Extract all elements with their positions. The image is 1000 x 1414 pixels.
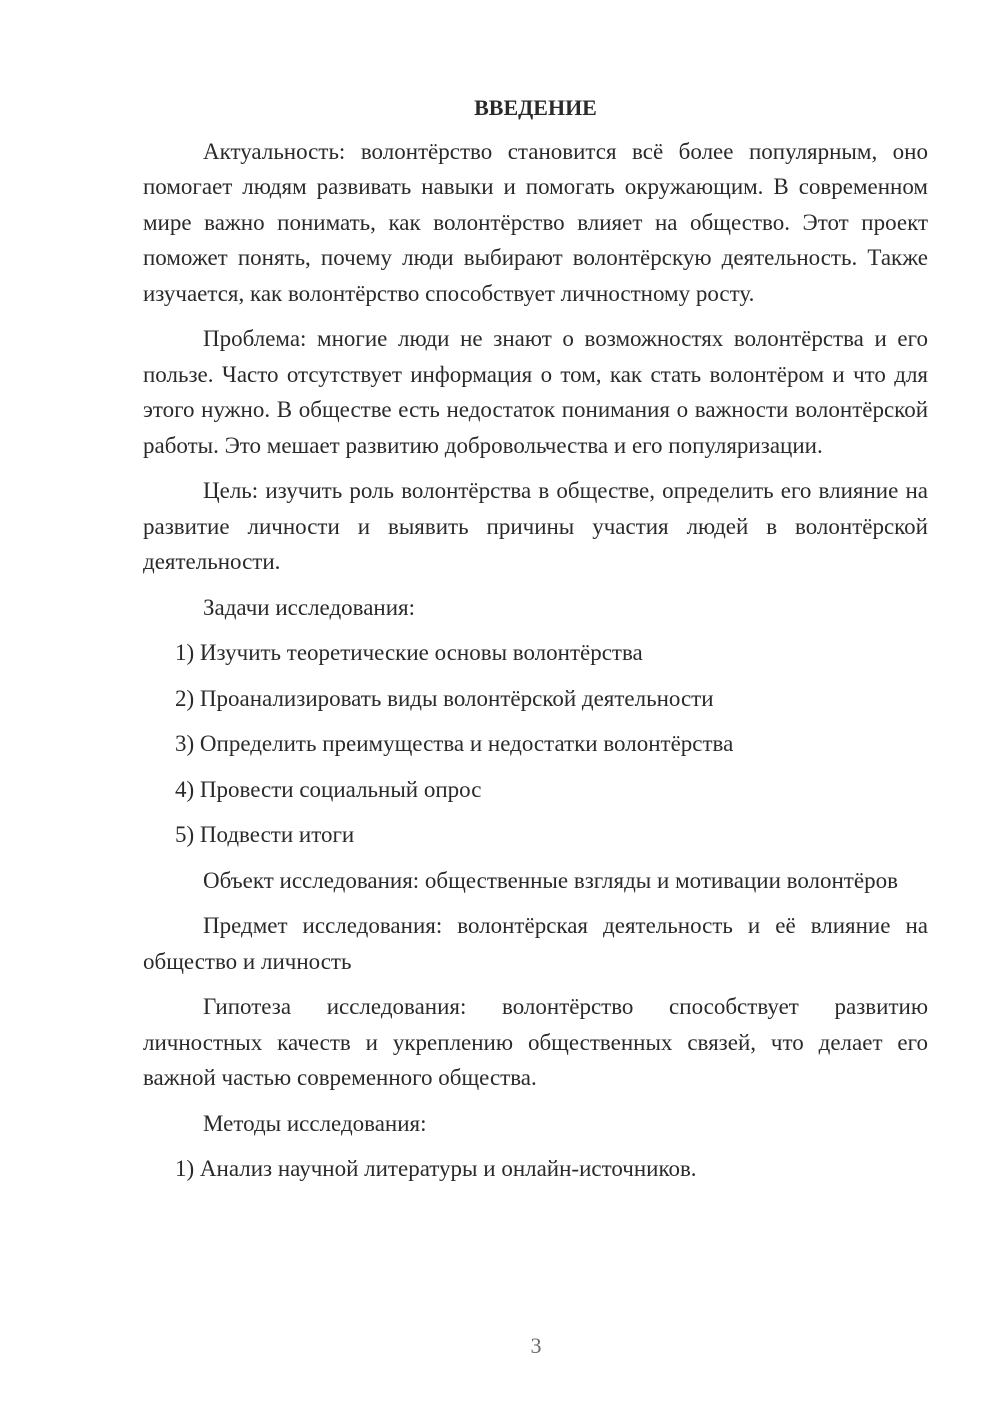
subject-paragraph: Предмет исследования: волонтёрская деятельность и её влияние на общество и личность <box>143 913 928 974</box>
hypothesis-paragraph: Гипотеза исследования: волонтёрство способствует развитию личностных качеств и укреплению общественных связей, что делает его важной частью современного общества. <box>143 994 928 1090</box>
task-item: 1) Изучить теоретические основы волонтёрства <box>175 640 643 665</box>
goal-paragraph: Цель: изучить роль волонтёрства в обществе, определить его влияние на развитие личности и выявить причины участия людей в волонтёрской деятельности. <box>143 478 928 574</box>
methods-heading: Методы исследования: <box>203 1110 427 1136</box>
document-page <box>143 90 928 1197</box>
task-item: 2) Проанализировать виды волонтёрской деятельности <box>175 685 714 711</box>
tasks-heading: Задачи исследования: <box>203 594 416 620</box>
section-title: ВВЕДЕНИЕ <box>474 95 597 120</box>
task-item: 3) Определить преимущества и недостатки волонтёрства <box>175 731 734 756</box>
method-item: 1) Анализ научной литературы и онлайн-источников. <box>175 1156 697 1181</box>
methods-list <box>143 1151 928 1187</box>
problem-paragraph: Проблема: многие люди не знают о возможностях волонтёрства и его пользе. Часто отсутствует информация о том, как стать волонтёром и что для этого нужно. В обществе есть недостаток понимания о важности волонтёрской работы. Это мешает развитию добровольчества и его популяризации. <box>143 326 928 458</box>
task-item: 5) Подвести итоги <box>175 822 355 847</box>
relevance-paragraph: Актуальность: волонтёрство становится всё более популярным, оно помогает людям развивать навыки и помогать окружающим. В современном мире важно понимать, как волонтёрство влияет на общество. Этот проект поможет понять, почему люди выбирают волонтёрскую деятельность. Также изучается, как волонтёрство способствует личностному росту. <box>143 138 928 306</box>
page-number: 3 <box>530 1333 542 1358</box>
object-paragraph: Объект исследования: общественные взгляды и мотивации волонтёров <box>203 867 898 893</box>
task-item: 4) Провести социальный опрос <box>175 776 482 802</box>
tasks-list <box>143 635 928 853</box>
